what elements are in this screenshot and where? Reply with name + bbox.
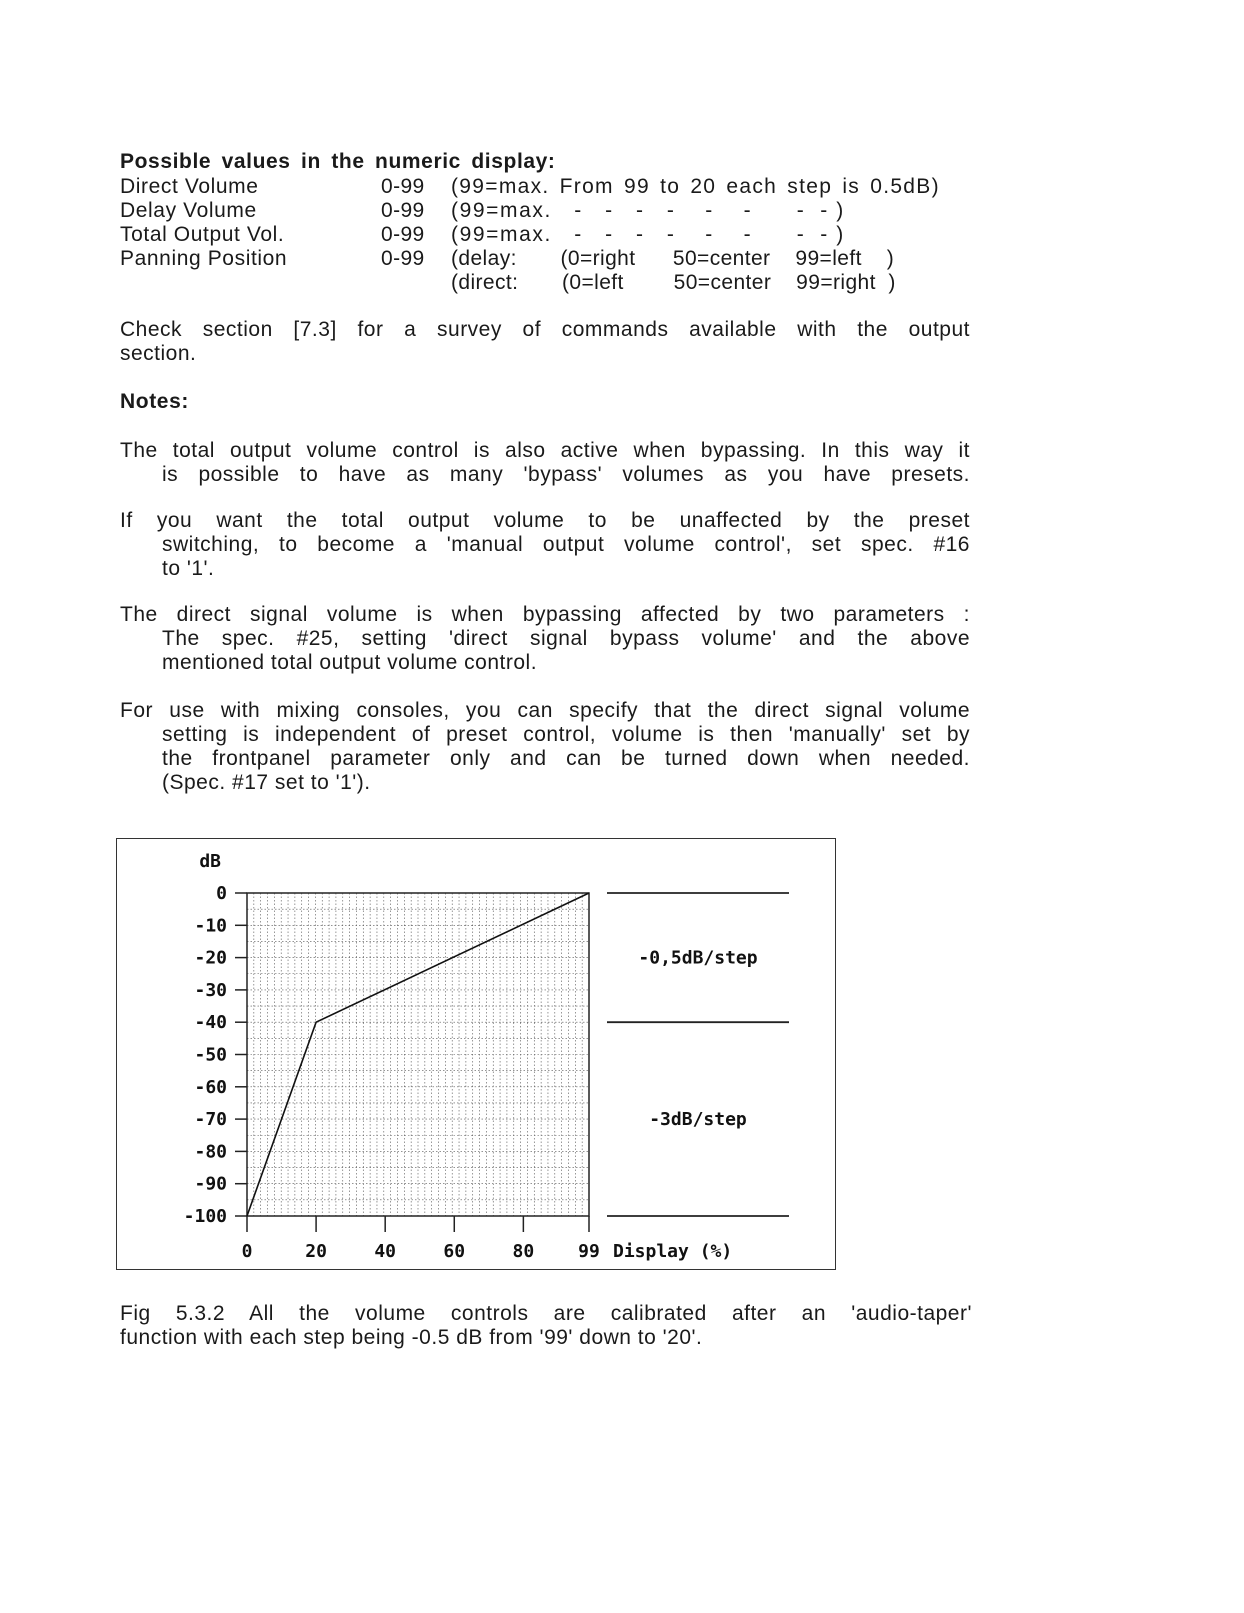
y-tick-label: -50	[194, 1044, 227, 1066]
y-axis-label: dB	[199, 851, 221, 872]
row-range: 0-99	[381, 175, 425, 198]
chart-svg	[117, 839, 835, 1269]
volume-taper-figure	[116, 838, 836, 1270]
note-paragraph: to '1'.	[162, 557, 215, 580]
annotation-label: -3dB/step	[649, 1109, 747, 1131]
note-paragraph: switching, to become a 'manual output volume control', set spec. #16	[162, 533, 970, 556]
row-label: Direct Volume	[120, 175, 259, 198]
y-tick-label: -70	[194, 1109, 227, 1131]
x-axis-label: Display (%)	[613, 1241, 733, 1262]
section-heading: Possible values in the numeric display:	[120, 150, 556, 173]
note-paragraph: is possible to have as many 'bypass' volumes as you have presets.	[162, 463, 970, 486]
row-label: Total Output Vol.	[120, 223, 285, 246]
note-paragraph: If you want the total output volume to be unaffected by the preset	[120, 509, 970, 532]
note-paragraph: the frontpanel parameter only and can be turned down when needed.	[162, 747, 970, 770]
row-desc: (direct: (0=left 50=center 99=right )	[451, 271, 896, 294]
figure-caption: Fig 5.3.2 All the volume controls are calibrated after an 'audio-taper'	[120, 1302, 972, 1325]
y-tick-label: -100	[183, 1206, 227, 1227]
row-desc: (99=max. - - - - - - - - )	[451, 223, 845, 246]
row-desc: (99=max. From 99 to 20 each step is 0.5dB)	[451, 175, 940, 198]
row-label: Panning Position	[120, 247, 288, 270]
row-label: Delay Volume	[120, 199, 257, 222]
y-tick-label: -90	[194, 1173, 227, 1195]
note-paragraph: The direct signal volume is when bypassing affected by two parameters :	[120, 603, 970, 626]
y-tick-label: -40	[194, 1012, 227, 1034]
x-tick-label: 80	[512, 1241, 535, 1262]
y-tick-label: -60	[194, 1076, 227, 1098]
row-range: 0-99	[381, 223, 425, 246]
notes-heading: Notes:	[120, 390, 189, 413]
note-paragraph: mentioned total output volume control.	[162, 651, 538, 674]
note-paragraph: (Spec. #17 set to '1').	[162, 771, 371, 794]
row-desc: (delay: (0=right 50=center 99=left )	[451, 247, 895, 270]
y-tick-label: -20	[194, 947, 227, 969]
annotation-label: -0,5dB/step	[638, 947, 758, 969]
note-paragraph: setting is independent of preset control, volume is then 'manually' set by	[162, 723, 970, 746]
y-tick-label: -10	[194, 915, 227, 937]
note-paragraph: The spec. #25, setting 'direct signal bypass volume' and the above	[162, 627, 970, 650]
check-text: section.	[120, 342, 197, 365]
note-paragraph: The total output volume control is also active when bypassing. In this way it	[120, 439, 970, 462]
y-tick-label: -30	[194, 979, 227, 1001]
check-text: Check section [7.3] for a survey of commands available with the output	[120, 318, 970, 341]
row-range: 0-99	[381, 247, 425, 270]
figure-caption: function with each step being -0.5 dB from '99' down to '20'.	[120, 1326, 703, 1349]
y-tick-label: -80	[194, 1141, 227, 1163]
x-tick-label: 0	[241, 1241, 253, 1262]
row-desc: (99=max. - - - - - - - - )	[451, 199, 845, 222]
y-tick-label: 0	[216, 883, 227, 904]
x-tick-label: 60	[443, 1241, 466, 1262]
x-tick-label: 20	[305, 1241, 327, 1262]
row-range: 0-99	[381, 199, 425, 222]
note-paragraph: For use with mixing consoles, you can specify that the direct signal volume	[120, 699, 970, 722]
x-tick-label: 99	[578, 1241, 600, 1262]
x-tick-label: 40	[374, 1241, 397, 1262]
